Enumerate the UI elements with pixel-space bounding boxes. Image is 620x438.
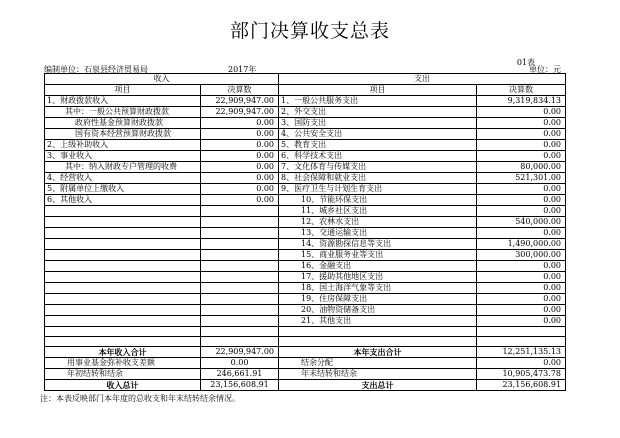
table-row	[45, 184, 566, 195]
income-item-cell: 其中：一般公共预算财政拨款	[45, 107, 201, 118]
income-amount-cell	[201, 239, 279, 250]
table-row	[45, 228, 566, 239]
table-row	[45, 118, 566, 129]
income-item-cell	[45, 305, 201, 316]
total-amount-cell: 0.00	[201, 358, 279, 369]
income-amount-cell: 0.00	[201, 184, 279, 195]
income-amount-cell	[201, 337, 279, 347]
income-amount-cell	[201, 272, 279, 283]
income-section-header: 收入	[45, 74, 279, 85]
table-row	[45, 305, 566, 316]
income-amount-cell	[201, 228, 279, 239]
income-amount-header: 决算数	[201, 85, 279, 96]
total-amount-cell: 12,251,135.13	[477, 347, 566, 358]
total-amount-cell: 23,156,608.91	[477, 380, 566, 391]
table-row	[45, 173, 566, 184]
income-item-cell: 3、事业收入	[45, 151, 201, 162]
income-item-cell: 国有资本经营预算财政拨款	[45, 129, 201, 140]
reporting-unit: 编制单位：石泉县经济贸易局	[44, 65, 148, 74]
income-amount-cell: 0.00	[201, 195, 279, 206]
income-item-header: 项目	[45, 85, 201, 96]
income-amount-cell: 0.00	[201, 173, 279, 184]
expense-item-cell: 15、商业服务业等支出	[279, 250, 477, 261]
expense-amount-cell: 0.00	[477, 107, 566, 118]
report-year: 2017年	[228, 65, 257, 74]
total-label-cell: 用事业基金弥补收支差额	[45, 358, 201, 369]
total-label-cell: 结余分配	[279, 358, 477, 369]
income-amount-cell	[201, 250, 279, 261]
income-expense-table	[44, 73, 566, 391]
income-item-cell	[45, 261, 201, 272]
income-item-cell	[45, 250, 201, 261]
income-item-cell	[45, 337, 201, 347]
income-amount-cell	[201, 261, 279, 272]
table-row	[45, 206, 566, 217]
income-amount-cell: 0.00	[201, 140, 279, 151]
expense-section-header: 支出	[279, 74, 566, 85]
expense-item-cell	[279, 327, 477, 337]
income-item-cell: 2、上级补助收入	[45, 140, 201, 151]
expense-item-cell: 4、公共安全支出	[279, 129, 477, 140]
expense-item-cell: 3、国防支出	[279, 118, 477, 129]
income-amount-cell	[201, 316, 279, 327]
income-item-cell	[45, 283, 201, 294]
expense-item-cell: 14、资源勘探信息等支出	[279, 239, 477, 250]
income-amount-cell: 22,909,947.00	[201, 107, 279, 118]
money-unit: 单位：元	[529, 65, 561, 74]
income-amount-cell	[201, 283, 279, 294]
total-label-cell: 本年支出合计	[279, 347, 477, 358]
expense-amount-cell: 0.00	[477, 316, 566, 327]
expense-item-cell: 21、其他支出	[279, 316, 477, 327]
table-row	[45, 96, 566, 107]
carryover-row	[45, 369, 566, 380]
expense-amount-cell: 0.00	[477, 140, 566, 151]
income-item-cell: 4、经营收入	[45, 173, 201, 184]
table-row	[45, 162, 566, 173]
expense-item-cell: 10、节能环保支出	[279, 195, 477, 206]
total-label-cell: 本年收入合计	[45, 347, 201, 358]
expense-item-cell: 8、社会保障和就业支出	[279, 173, 477, 184]
income-item-cell	[45, 239, 201, 250]
balance-adjust-row	[45, 358, 566, 369]
total-label-cell: 年初结转和结余	[45, 369, 201, 380]
income-item-cell	[45, 228, 201, 239]
expense-amount-cell: 0.00	[477, 195, 566, 206]
expense-item-cell: 11、城乡社区支出	[279, 206, 477, 217]
expense-amount-cell: 521,301.00	[477, 173, 566, 184]
table-note: 注：本表反映部门本年度的总收支和年末结转结余情况。	[40, 394, 240, 403]
total-amount-cell: 22,909,947.00	[201, 347, 279, 358]
table-row	[45, 283, 566, 294]
income-amount-cell: 0.00	[201, 129, 279, 140]
income-item-cell	[45, 217, 201, 228]
expense-item-cell: 6、科学技术支出	[279, 151, 477, 162]
form-number: 01表	[516, 58, 535, 67]
income-amount-cell	[201, 206, 279, 217]
table-row	[45, 316, 566, 327]
expense-amount-cell: 0.00	[477, 129, 566, 140]
expense-item-cell: 18、国土海洋气象等支出	[279, 283, 477, 294]
total-amount-cell: 23,156,608.91	[201, 380, 279, 391]
income-item-cell	[45, 316, 201, 327]
income-amount-cell	[201, 305, 279, 316]
annual-total-row	[45, 347, 566, 358]
expense-item-cell	[279, 337, 477, 347]
income-item-cell: 5、附属单位上缴收入	[45, 184, 201, 195]
expense-item-cell: 17、援助其他地区支出	[279, 272, 477, 283]
expense-amount-cell: 0.00	[477, 151, 566, 162]
expense-amount-cell: 0.00	[477, 228, 566, 239]
expense-amount-cell: 0.00	[477, 283, 566, 294]
expense-item-cell: 19、住房保障支出	[279, 294, 477, 305]
table-row	[45, 151, 566, 162]
table-row	[45, 195, 566, 206]
table-row	[45, 327, 566, 337]
table-row	[45, 239, 566, 250]
income-amount-cell: 0.00	[201, 118, 279, 129]
income-amount-cell	[201, 294, 279, 305]
report-title: 部门决算收支总表	[229, 20, 390, 42]
income-item-cell: 政府性基金预算财政拨款	[45, 118, 201, 129]
section-header-row	[45, 74, 566, 85]
expense-item-header: 项目	[279, 85, 477, 96]
total-label-cell: 收入总计	[45, 380, 201, 391]
expense-item-cell: 20、油物资储备支出	[279, 305, 477, 316]
table-row	[45, 217, 566, 228]
table-row	[45, 261, 566, 272]
total-amount-cell: 246,661.91	[201, 369, 279, 380]
expense-amount-cell: 80,000.00	[477, 162, 566, 173]
income-item-cell: 1、财政拨款收入	[45, 96, 201, 107]
total-label-cell: 年末结转和结余	[279, 369, 477, 380]
expense-item-cell: 12、农林水支出	[279, 217, 477, 228]
expense-amount-cell: 0.00	[477, 305, 566, 316]
table-row	[45, 250, 566, 261]
expense-item-cell: 13、交通运输支出	[279, 228, 477, 239]
table-row	[45, 129, 566, 140]
income-amount-cell: 0.00	[201, 151, 279, 162]
expense-amount-cell: 0.00	[477, 184, 566, 195]
table-row	[45, 337, 566, 347]
expense-amount-cell: 0.00	[477, 294, 566, 305]
expense-item-cell: 5、教育支出	[279, 140, 477, 151]
table-row	[45, 140, 566, 151]
expense-amount-cell: 0.00	[477, 261, 566, 272]
income-amount-cell	[201, 217, 279, 228]
expense-item-cell: 2、外交支出	[279, 107, 477, 118]
income-amount-cell: 0.00	[201, 162, 279, 173]
expense-amount-cell: 300,000.00	[477, 250, 566, 261]
expense-amount-cell: 1,490,000.00	[477, 239, 566, 250]
expense-item-cell: 7、文化体育与传媒支出	[279, 162, 477, 173]
expense-amount-cell: 540,000.00	[477, 217, 566, 228]
income-amount-cell	[201, 327, 279, 337]
table-row	[45, 294, 566, 305]
grand-total-row	[45, 380, 566, 391]
expense-item-cell: 9、医疗卫生与计划生育支出	[279, 184, 477, 195]
expense-item-cell: 16、金融支出	[279, 261, 477, 272]
expense-amount-cell: 9,319,834.13	[477, 96, 566, 107]
total-label-cell: 支出总计	[279, 380, 477, 391]
expense-amount-cell: 0.00	[477, 118, 566, 129]
income-item-cell	[45, 206, 201, 217]
column-header-row	[45, 85, 566, 96]
expense-amount-cell	[477, 327, 566, 337]
expense-amount-cell: 0.00	[477, 272, 566, 283]
table-row	[45, 107, 566, 118]
income-item-cell: 其中：纳入财政专户管理的收费	[45, 162, 201, 173]
table-body	[45, 74, 566, 391]
total-amount-cell: 10,905,473.78	[477, 369, 566, 380]
expense-amount-cell	[477, 337, 566, 347]
income-item-cell	[45, 327, 201, 337]
expense-amount-cell: 0.00	[477, 206, 566, 217]
income-amount-cell: 22,909,947.00	[201, 96, 279, 107]
table-row	[45, 272, 566, 283]
expense-amount-header: 决算数	[477, 85, 566, 96]
total-amount-cell: 0.00	[477, 358, 566, 369]
expense-item-cell: 1、一般公共服务支出	[279, 96, 477, 107]
income-item-cell	[45, 294, 201, 305]
income-item-cell: 6、其他收入	[45, 195, 201, 206]
income-item-cell	[45, 272, 201, 283]
